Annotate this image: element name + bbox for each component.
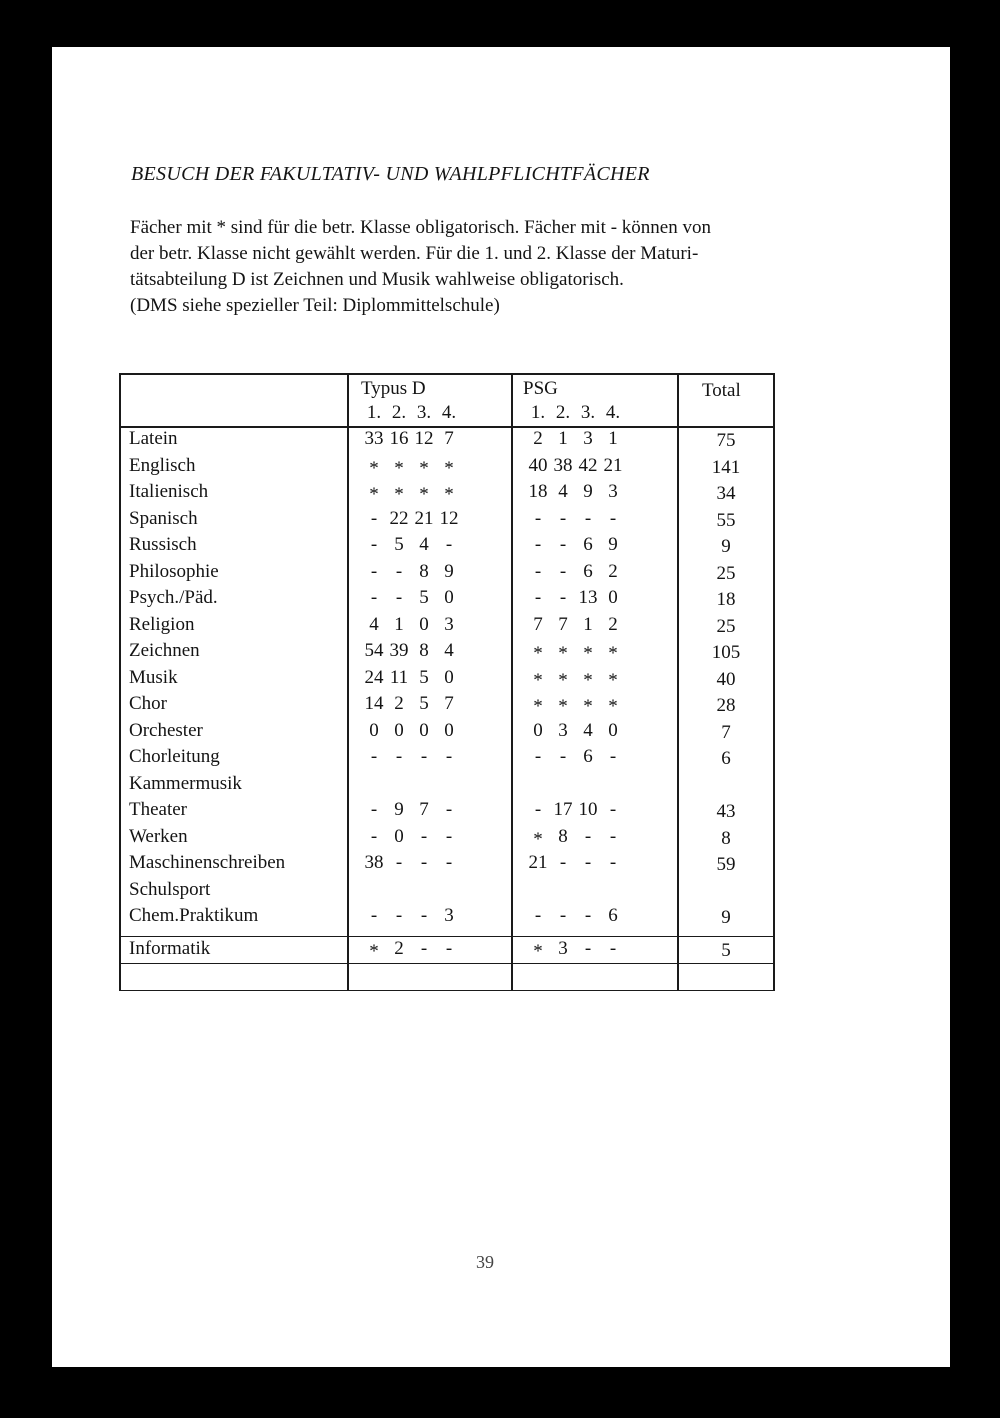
typus-d-value: 24 bbox=[364, 666, 384, 688]
typus-d-value: 16 bbox=[389, 428, 409, 449]
typus-d-value: 0 bbox=[419, 719, 429, 741]
typus-d-value: - bbox=[445, 937, 453, 959]
psg-value: * bbox=[558, 696, 568, 717]
typus-d-value: 39 bbox=[389, 640, 409, 661]
typus-d-value: 7 bbox=[444, 693, 454, 714]
psg-value: 1 bbox=[583, 613, 593, 635]
typus-d-class-label-2: 2. bbox=[391, 402, 407, 423]
subject-name: Chorleitung bbox=[129, 746, 220, 767]
psg-value: 0 bbox=[608, 719, 618, 741]
psg-value: - bbox=[534, 560, 542, 582]
typus-d-value: 3 bbox=[444, 905, 454, 926]
psg-value: 0 bbox=[533, 719, 543, 741]
psg-value: - bbox=[559, 746, 567, 767]
typus-d-value: 21 bbox=[414, 507, 434, 529]
psg-value: 42 bbox=[578, 454, 598, 476]
psg-value: - bbox=[534, 534, 542, 555]
intro-line: tätsabteilung D ist Zeichnen und Musik wahlweise obligatorisch. bbox=[130, 269, 624, 290]
psg-value: 0 bbox=[608, 587, 618, 608]
psg-value: 6 bbox=[583, 746, 593, 767]
typus-d-value: 33 bbox=[364, 428, 384, 449]
subject-attendance-table bbox=[119, 373, 773, 993]
typus-d-value: - bbox=[395, 587, 403, 608]
intro-line: der betr. Klasse nicht gewählt werden. Für die 1. und 2. Klasse der Maturi- bbox=[130, 243, 699, 264]
typus-d-value: 22 bbox=[389, 507, 409, 529]
document-page bbox=[52, 47, 950, 1367]
typus-d-class-label-1: 1. bbox=[366, 402, 382, 423]
psg-value: 1 bbox=[558, 428, 568, 449]
typus-d-value: - bbox=[370, 587, 378, 608]
psg-value: 4 bbox=[583, 719, 593, 741]
psg-value: * bbox=[533, 696, 543, 717]
subject-name: Theater bbox=[129, 799, 188, 820]
total-value: 141 bbox=[711, 456, 741, 478]
subject-name: Kammermusik bbox=[129, 772, 242, 794]
typus-d-value: 7 bbox=[419, 799, 429, 820]
typus-d-value: 3 bbox=[444, 613, 454, 635]
typus-d-value: - bbox=[420, 937, 428, 959]
psg-value: - bbox=[534, 746, 542, 767]
intro-paragraph bbox=[130, 215, 870, 319]
psg-value: - bbox=[559, 560, 567, 582]
psg-value: - bbox=[559, 587, 567, 608]
typus-d-value: 1 bbox=[394, 613, 404, 635]
table-border-bottom bbox=[119, 990, 773, 992]
subject-name: Latein bbox=[129, 428, 178, 449]
typus-d-value: * bbox=[444, 484, 454, 505]
typus-d-value: 0 bbox=[444, 587, 454, 608]
typus-d-value: 0 bbox=[419, 613, 429, 635]
psg-value: 9 bbox=[608, 534, 618, 555]
psg-value: - bbox=[609, 852, 617, 873]
typus-d-value: * bbox=[419, 457, 429, 479]
psg-value: 1 bbox=[608, 428, 618, 449]
psg-value: 8 bbox=[558, 825, 568, 847]
psg-value: * bbox=[583, 669, 593, 691]
psg-value: - bbox=[609, 507, 617, 529]
typus-d-class-label-4: 4. bbox=[441, 402, 457, 423]
total-value: 75 bbox=[716, 430, 736, 451]
typus-d-value: 5 bbox=[394, 534, 404, 555]
typus-d-value: * bbox=[444, 457, 454, 479]
total-value: 6 bbox=[721, 748, 731, 769]
typus-d-value: * bbox=[419, 484, 429, 505]
typus-d-value: 54 bbox=[364, 640, 384, 661]
typus-d-value: 7 bbox=[444, 428, 454, 449]
psg-value: 6 bbox=[608, 905, 618, 926]
subject-name: Russisch bbox=[129, 534, 197, 555]
psg-value: - bbox=[534, 587, 542, 608]
typus-d-value: 12 bbox=[414, 428, 434, 449]
psg-value: - bbox=[534, 507, 542, 529]
psg-value: * bbox=[583, 696, 593, 717]
total-value: 28 bbox=[716, 695, 736, 716]
psg-value: 40 bbox=[528, 454, 548, 476]
group-header-total: Total bbox=[702, 380, 741, 401]
typus-d-value: 9 bbox=[444, 560, 454, 582]
column-rule-psg bbox=[511, 373, 513, 991]
total-value: 105 bbox=[711, 642, 741, 663]
psg-value: - bbox=[534, 799, 542, 820]
psg-value: * bbox=[533, 828, 543, 850]
typus-d-class-label-3: 3. bbox=[416, 402, 432, 423]
typus-d-value: - bbox=[420, 825, 428, 847]
subject-name: Musik bbox=[129, 666, 178, 688]
typus-d-value: - bbox=[445, 852, 453, 873]
typus-d-value: 2 bbox=[394, 693, 404, 714]
total-value: 9 bbox=[721, 907, 731, 928]
typus-d-value: * bbox=[394, 484, 404, 505]
psg-value: - bbox=[609, 825, 617, 847]
subject-name: Englisch bbox=[129, 454, 196, 476]
psg-value: * bbox=[608, 643, 618, 664]
psg-value: - bbox=[584, 852, 592, 873]
total-value: 43 bbox=[716, 801, 736, 822]
typus-d-value: 12 bbox=[439, 507, 459, 529]
typus-d-value: - bbox=[395, 746, 403, 767]
psg-value: 3 bbox=[608, 481, 618, 502]
total-value: 18 bbox=[716, 589, 736, 610]
total-value: 5 bbox=[721, 939, 731, 961]
psg-value: - bbox=[584, 825, 592, 847]
subject-name: Italienisch bbox=[129, 481, 209, 502]
psg-value: 6 bbox=[583, 560, 593, 582]
typus-d-value: - bbox=[370, 746, 378, 767]
intro-line: Fächer mit * sind für die betr. Klasse obligatorisch. Fächer mit - können von bbox=[130, 217, 711, 238]
table-border-left bbox=[119, 373, 121, 991]
typus-d-value: 4 bbox=[419, 534, 429, 555]
psg-value: 2 bbox=[533, 428, 543, 449]
typus-d-value: 9 bbox=[394, 799, 404, 820]
psg-value: * bbox=[533, 940, 543, 962]
table-border-right bbox=[773, 373, 775, 991]
psg-value: * bbox=[608, 696, 618, 717]
psg-value: 21 bbox=[528, 852, 548, 873]
psg-value: 10 bbox=[578, 799, 598, 820]
column-rule-typus-d bbox=[347, 373, 349, 991]
typus-d-value: 0 bbox=[444, 666, 454, 688]
psg-value: - bbox=[559, 507, 567, 529]
table-border-top bbox=[119, 373, 773, 375]
psg-value: - bbox=[559, 852, 567, 873]
total-value: 25 bbox=[716, 562, 736, 584]
psg-class-label-1: 1. bbox=[530, 402, 546, 423]
typus-d-value: - bbox=[370, 799, 378, 820]
psg-value: 17 bbox=[553, 799, 573, 820]
psg-class-label-3: 3. bbox=[580, 402, 596, 423]
psg-value: * bbox=[608, 669, 618, 691]
psg-value: 13 bbox=[578, 587, 598, 608]
psg-value: 2 bbox=[608, 560, 618, 582]
subject-name: Psych./Päd. bbox=[129, 587, 218, 608]
psg-value: 7 bbox=[558, 613, 568, 635]
subject-name: Informatik bbox=[129, 937, 211, 959]
psg-value: * bbox=[533, 643, 543, 664]
psg-value: * bbox=[583, 643, 593, 664]
intro-line: (DMS siehe spezieller Teil: Diplommittelschule) bbox=[130, 295, 500, 316]
total-value: 40 bbox=[716, 668, 736, 690]
group-header-psg: PSG bbox=[523, 378, 558, 399]
psg-value: - bbox=[584, 937, 592, 959]
typus-d-value: 8 bbox=[419, 560, 429, 582]
psg-value: * bbox=[533, 669, 543, 691]
typus-d-value: - bbox=[395, 852, 403, 873]
typus-d-value: 0 bbox=[444, 719, 454, 741]
subject-name: Religion bbox=[129, 613, 195, 635]
typus-d-value: 4 bbox=[369, 613, 379, 635]
psg-value: 2 bbox=[608, 613, 618, 635]
psg-value: 3 bbox=[558, 937, 568, 959]
subject-name: Zeichnen bbox=[129, 640, 200, 661]
psg-value: 3 bbox=[558, 719, 568, 741]
psg-value: - bbox=[584, 507, 592, 529]
psg-class-label-4: 4. bbox=[605, 402, 621, 423]
psg-value: * bbox=[558, 643, 568, 664]
group-header-typus-d: Typus D bbox=[361, 378, 426, 399]
total-value: 59 bbox=[716, 854, 736, 875]
total-value: 55 bbox=[716, 509, 736, 531]
typus-d-value: 0 bbox=[369, 719, 379, 741]
typus-d-value: - bbox=[445, 799, 453, 820]
psg-value: * bbox=[558, 669, 568, 691]
typus-d-value: - bbox=[420, 746, 428, 767]
psg-value: - bbox=[609, 937, 617, 959]
typus-d-value: - bbox=[395, 905, 403, 926]
typus-d-value: 11 bbox=[389, 666, 409, 688]
subject-name: Spanisch bbox=[129, 507, 198, 529]
typus-d-value: 2 bbox=[394, 937, 404, 959]
typus-d-value: - bbox=[445, 825, 453, 847]
typus-d-value: - bbox=[370, 905, 378, 926]
subject-name: Maschinenschreiben bbox=[129, 852, 286, 873]
typus-d-value: 8 bbox=[419, 640, 429, 661]
psg-value: - bbox=[559, 534, 567, 555]
typus-d-value: * bbox=[369, 484, 379, 505]
subject-name: Schulsport bbox=[129, 878, 211, 900]
subject-name: Werken bbox=[129, 825, 188, 847]
typus-d-value: 14 bbox=[364, 693, 384, 714]
typus-d-value: 5 bbox=[419, 587, 429, 608]
typus-d-value: * bbox=[369, 457, 379, 479]
psg-value: 3 bbox=[583, 428, 593, 449]
psg-value: 38 bbox=[553, 454, 573, 476]
total-value: 34 bbox=[716, 483, 736, 504]
informatik-rule-bottom bbox=[119, 963, 773, 965]
typus-d-value: 0 bbox=[394, 719, 404, 741]
psg-value: - bbox=[609, 799, 617, 820]
psg-class-label-2: 2. bbox=[555, 402, 571, 423]
psg-value: - bbox=[559, 905, 567, 926]
typus-d-value: * bbox=[394, 457, 404, 479]
typus-d-value: - bbox=[420, 905, 428, 926]
typus-d-value: - bbox=[420, 852, 428, 873]
psg-value: 4 bbox=[558, 481, 568, 502]
psg-value: - bbox=[609, 746, 617, 767]
total-value: 9 bbox=[721, 536, 731, 557]
psg-value: 9 bbox=[583, 481, 593, 502]
total-value: 7 bbox=[721, 721, 731, 743]
typus-d-value: 5 bbox=[419, 666, 429, 688]
psg-value: - bbox=[584, 905, 592, 926]
psg-value: - bbox=[534, 905, 542, 926]
psg-value: 7 bbox=[533, 613, 543, 635]
subject-name: Orchester bbox=[129, 719, 203, 741]
typus-d-value: - bbox=[370, 534, 378, 555]
typus-d-value: - bbox=[445, 534, 453, 555]
typus-d-value: - bbox=[395, 560, 403, 582]
subject-name: Philosophie bbox=[129, 560, 219, 582]
typus-d-value: 0 bbox=[394, 825, 404, 847]
typus-d-value: - bbox=[370, 825, 378, 847]
typus-d-value: 38 bbox=[364, 852, 384, 873]
typus-d-value: - bbox=[445, 746, 453, 767]
psg-value: 6 bbox=[583, 534, 593, 555]
total-value: 25 bbox=[716, 615, 736, 637]
psg-value: 18 bbox=[528, 481, 548, 502]
page-heading: BESUCH DER FAKULTATIV- UND WAHLPFLICHTFÄCHER bbox=[131, 163, 650, 185]
subject-name: Chor bbox=[129, 693, 167, 714]
typus-d-value: - bbox=[370, 560, 378, 582]
psg-value: 21 bbox=[603, 454, 623, 476]
typus-d-value: * bbox=[369, 940, 379, 962]
typus-d-value: - bbox=[370, 507, 378, 529]
typus-d-value: 4 bbox=[444, 640, 454, 661]
total-value: 8 bbox=[721, 827, 731, 849]
page-number: 39 bbox=[476, 1252, 494, 1272]
typus-d-value: 5 bbox=[419, 693, 429, 714]
column-rule-total bbox=[677, 373, 679, 991]
subject-name: Chem.Praktikum bbox=[129, 905, 259, 926]
